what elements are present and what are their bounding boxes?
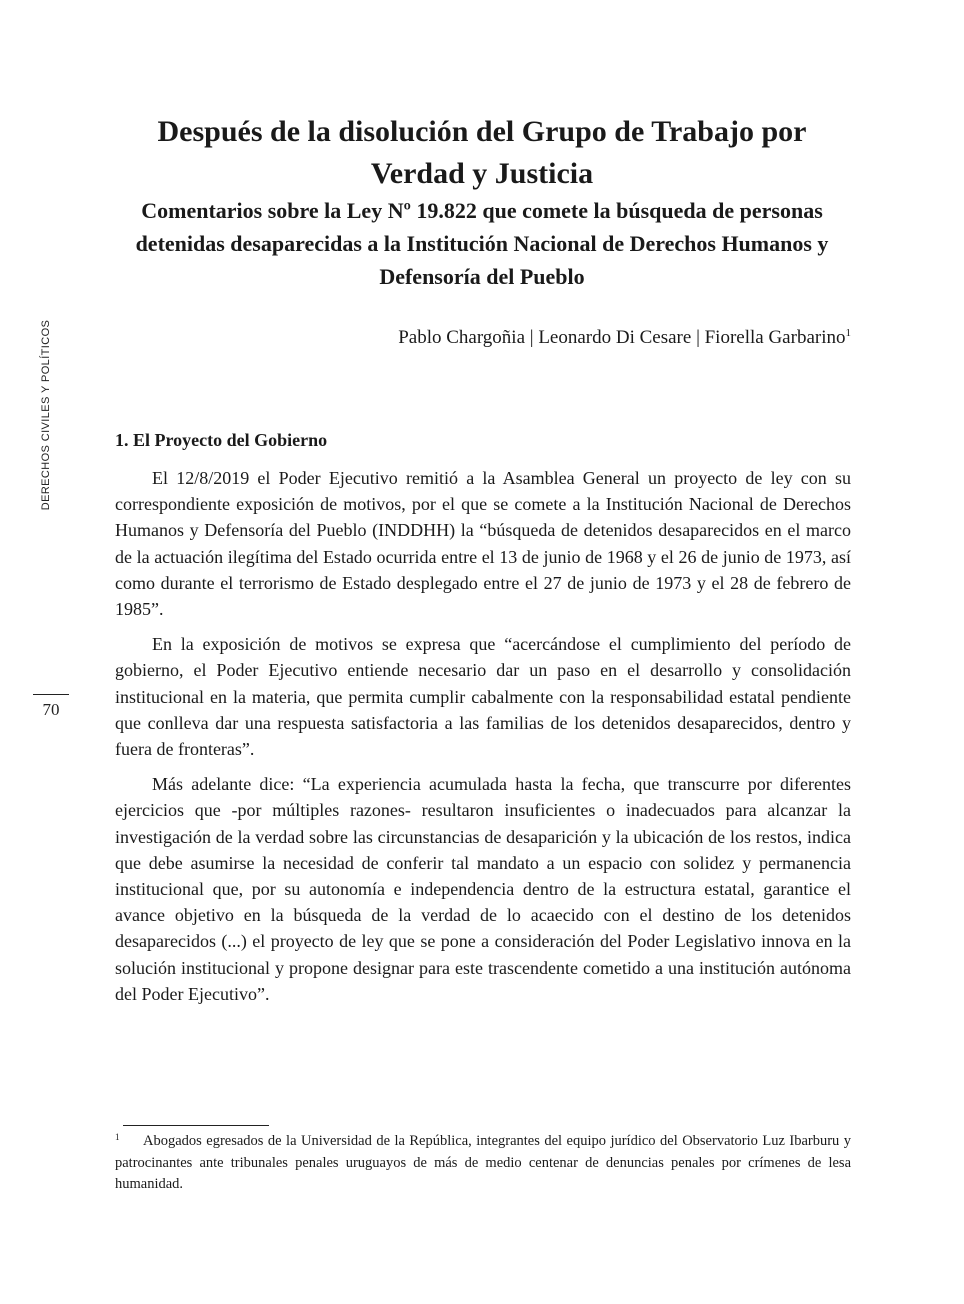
article-subtitle: Comentarios sobre la Ley Nº 19.822 que comete la búsqueda de personas detenidas desaparecidas a la Institución Nacional de Derechos Humanos y Defensoría del Pueblo — [135, 198, 829, 289]
author-line — [112, 325, 851, 351]
page-number-rule — [33, 694, 69, 695]
paragraph-1: El 12/8/2019 el Poder Ejecutivo remitió a la Asamblea General un proyecto de ley con su correspondiente exposición de motivos, por el que se comete a la Institución Nacional de Derechos Humanos y Defensoría del Pueblo (INDDHH) la “búsqueda de detenidos desaparecidos en el marco de la actuación ilegítima del Estado ocurrida entre el 13 de junio de 1968 y el 26 de junio de 1973, así como durante el terrorismo de Estado desplegado entre el 27 de junio de 1973 y el 28 de febrero de 1985”. — [115, 468, 851, 620]
section-heading: 1. El Proyecto del Gobierno — [115, 430, 328, 450]
body-text — [115, 465, 851, 1016]
paragraph-3: Más adelante dice: “La experiencia acumulada hasta la fecha, que transcurre por diferentes ejercicios que -por múltiples razones- resultaron insuficientes o inadecuados para alcanzar la investigación de la verdad sobre las circunstancias de desaparición y la ubicación de los restos, indica que debe asumirse la necesidad de conferir tal mandato a un espacio con solidez y permanencia institucional que, por su autonomía e independencia dentro de la estructura estatal, garantice el avance objetivo en la búsqueda de la verdad de lo acaecido con el destino de los detenidos desaparecidos (...) el proyecto de ley que se pone a consideración del Poder Legislativo innova en la solución institucional y propone designar para este trascendente cometido a una institución autónoma del Poder Ejecutivo”. — [115, 774, 851, 1004]
footnote-text: Abogados egresados de la Universidad de la República, integrantes del equipo jurídico del Observatorio Luz Ibarburu y patrocinantes ante tribunales penales uruguayos de más de medio centenar de denuncias penales por crímenes de lesa humanidad. — [115, 1133, 851, 1192]
footnote-separator — [123, 1125, 269, 1126]
page-number: 70 — [42, 700, 60, 719]
footnote-1: 1 Abogados egresados de la Universidad de la República, integrantes del equipo jurídico del Observatorio Luz Ibarburu y patrocinantes ante tribunales penales uruguayos de más de medio centenar de denuncias penales por crímenes de lesa humanidad. — [115, 1132, 851, 1192]
authors: Pablo Chargoñia | Leonardo Di Cesare | Fiorella Garbarino — [398, 327, 846, 348]
article-title: Después de la disolución del Grupo de Trabajo por Verdad y Justicia — [157, 115, 807, 190]
author-footnote-mark: 1 — [845, 327, 851, 339]
running-head: DERECHOS CIVILES Y POLÍTICOS — [40, 319, 52, 511]
paragraph-2: En la exposición de motivos se expresa que “acercándose el cumplimiento del período de gobierno, el Poder Ejecutivo entiende necesario dar un paso en el desarrollo y consolidación institucional en la materia, que permita cumplir cabalmente con la responsabilidad estatal pendiente que conlleva dar una respuesta satisfactoria a las familias de los detenidos desaparecidos, dentro y fuera de fronteras”. — [115, 634, 851, 760]
